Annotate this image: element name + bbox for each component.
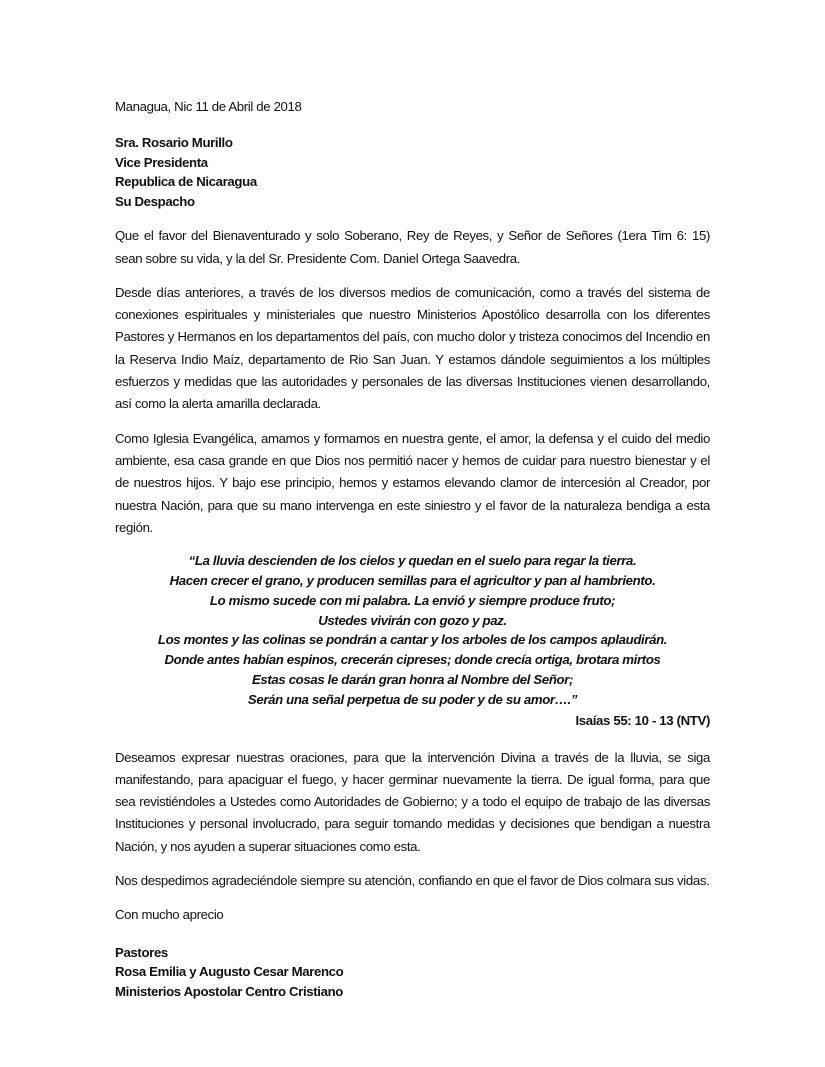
verse-line: Donde antes habían espinos, crecerán cipreses; donde crecía ortiga, brotara mirtos	[164, 652, 661, 668]
letter-date: Managua, Nic 11 de Abril de 2018	[115, 99, 302, 114]
addressee-block	[115, 133, 710, 211]
signature-role: Pastores	[115, 944, 168, 960]
signature-organization: Ministerios Apostolar Centro Cristiano	[115, 983, 344, 999]
verse-line: Lo mismo sucede con mi palabra. La envió y siempre produce fruto;	[209, 592, 616, 608]
signature-names: Rosa Emilia y Augusto Cesar Marenco	[115, 964, 344, 980]
addressee-office: Su Despacho	[115, 193, 195, 209]
scripture-quote	[115, 551, 710, 709]
closing-salutation: Con mucho aprecio	[115, 907, 224, 923]
addressee-name: Sra. Rosario Murillo	[115, 135, 233, 151]
context-paragraph: Desde días anteriores, a través de los diversos medios de comunicación, como a través del sistema de conexiones espirituales y ministeriales que nuestro Ministerios Apostólico desarrolla con los diferentes Pastores y Hermanos en los departamentos del país, con mucho dolor y tristeza conocimos del Incendio en la Reserva Indio Maíz, departamento de Rio San Juan. Y estamos dándole seguimientos a los múltiples esfuerzos y medidas que las autoridades y personales de las diversas Instituciones vienen desarrollando, así como la alerta amarilla declarada.	[115, 284, 710, 412]
verse-line: Ustedes vivirán con gozo y paz.	[318, 612, 507, 628]
farewell-paragraph: Nos despedimos agradeciéndole siempre su atención, confiando en que el favor de Dios colmara sus vidas.	[115, 873, 710, 889]
church-paragraph: Como Iglesia Evangélica, amamos y formamos en nuestra gente, el amor, la defensa y el cuido del medio ambiente, esa casa grande en que Dios nos permitió nacer y hemos de cuidar para nuestro bienestar y el de nuestros hijos. Y bajo ese principio, hemos y estamos elevando clamor de intercesión al Creador, por nuestra Nación, para que su mano intervenga en este siniestro y el favor de la naturaleza bendiga a esta región.	[115, 430, 710, 535]
verse-line: Estas cosas le darán gran honra al Nombre del Señor;	[251, 671, 574, 687]
prayer-paragraph: Deseamos expresar nuestras oraciones, para que la intervención Divina a través de la lluvia, se siga manifestando, para apaciguar el fuego, y hacer germinar nuevamente la tierra. De igual forma, para que sea revistiéndoles a Ustedes como Autoridades de Gobierno; y a todo el equipo de trabajo de las diversas Instituciones y personal involucrado, para seguir tomando medidas y decisiones que bendigan a nuestra Nación, y nos ayuden a superar situaciones como esta.	[115, 749, 710, 854]
greeting-paragraph: Que el favor del Bienaventurado y solo Soberano, Rey de Reyes, y Señor de Señores (1era Tim 6: 15) sean sobre su vida, y la del Sr. Presidente Com. Daniel Ortega Saavedra.	[115, 228, 710, 266]
addressee-title: Vice Presidenta	[115, 154, 208, 170]
verse-line: Los montes y las colinas se pondrán a cantar y los arboles de los campos aplaudirán.	[157, 632, 668, 648]
signature-block	[115, 943, 710, 1002]
letter-body	[115, 96, 710, 1001]
addressee-country: Republica de Nicaragua	[115, 174, 257, 190]
verse-line: Serán una señal perpetua de su poder y de su amor….”	[247, 691, 578, 707]
scripture-citation: Isaías 55: 10 - 13 (NTV)	[575, 712, 710, 728]
verse-line: Hacen crecer el grano, y producen semillas para el agricultor y pan al hambriento.	[169, 572, 656, 588]
verse-line: “La lluvia descienden de los cielos y quedan en el suelo para regar la tierra.	[188, 553, 637, 569]
